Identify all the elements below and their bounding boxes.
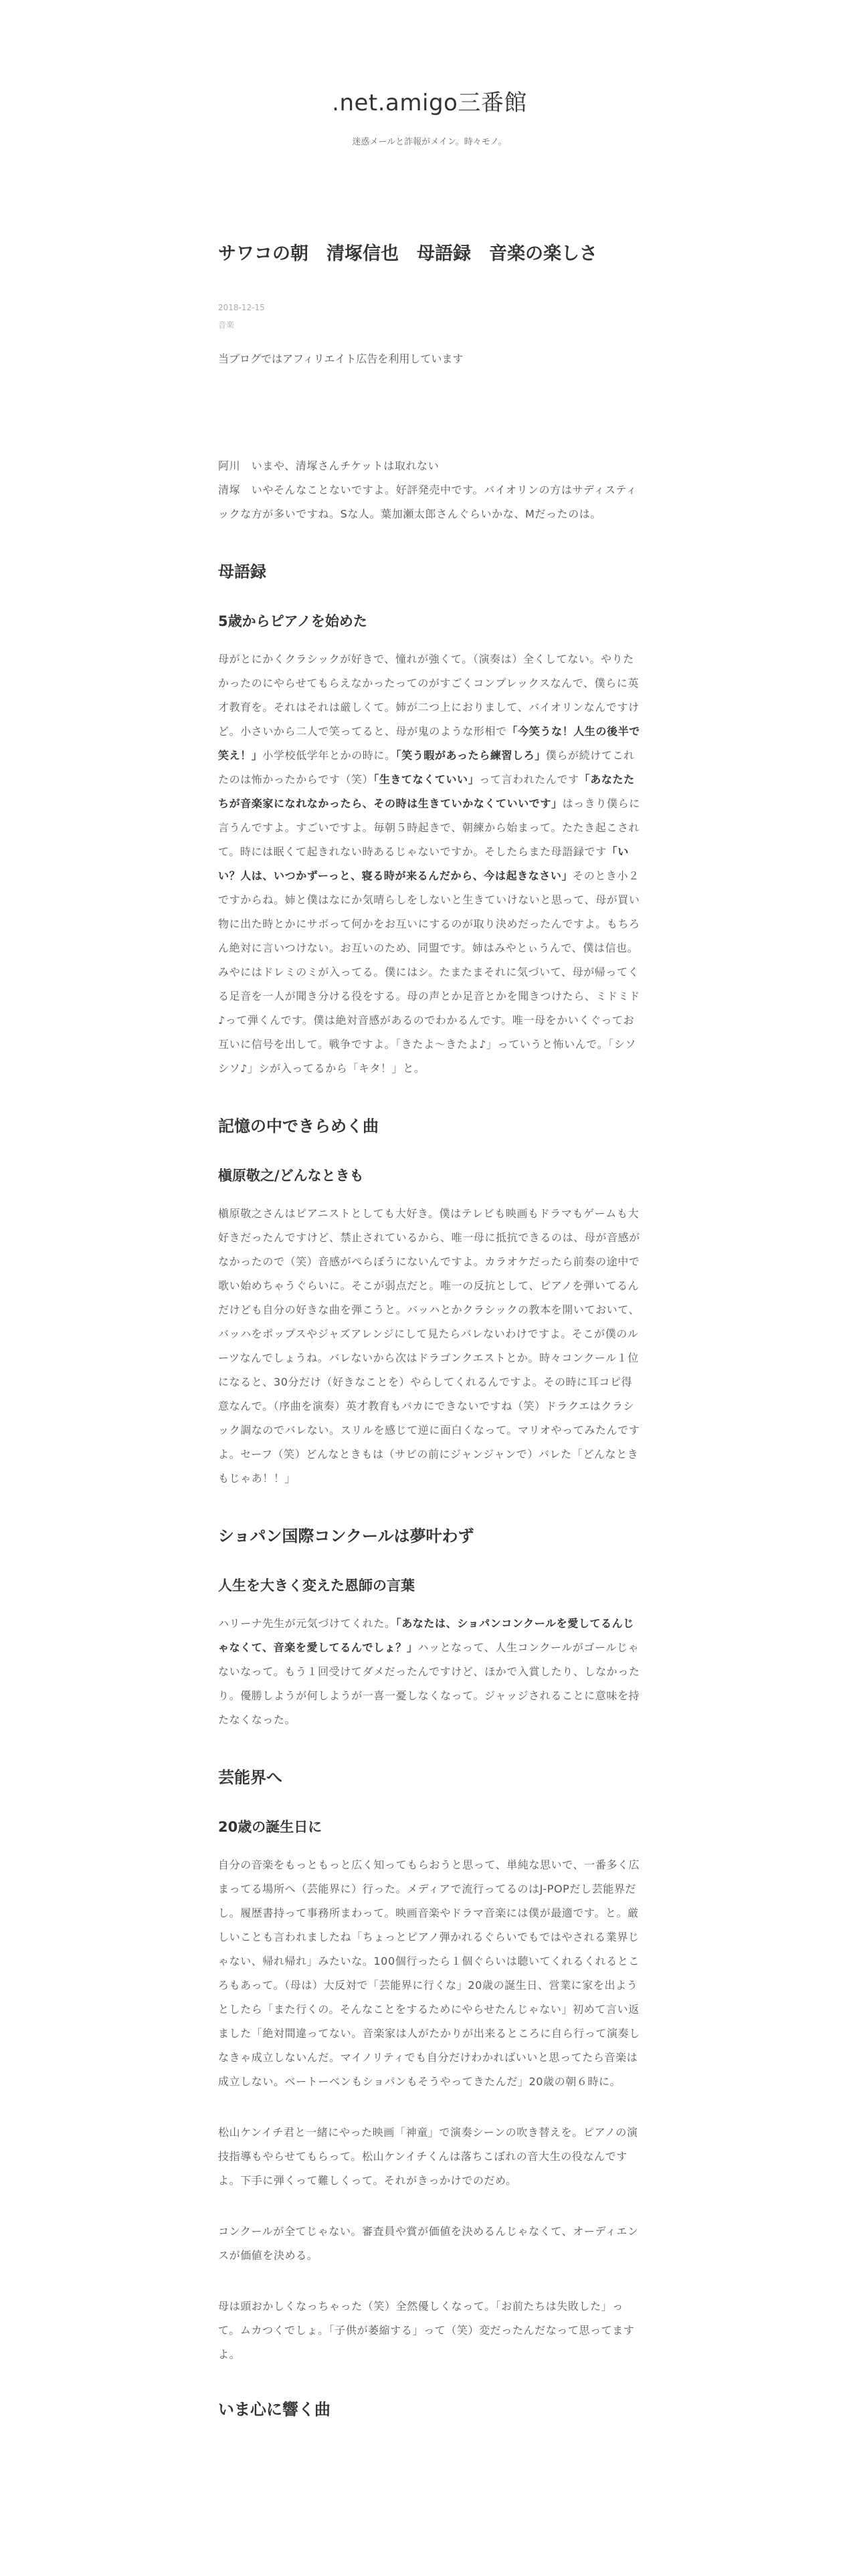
- bold-quote: 「いい？人は、いつかずーっと、寝る時が来るんだから、今は起きなさい」: [218, 845, 629, 883]
- intro-line-1: 阿川 いまや、清塚さんチケットは取れない: [218, 459, 440, 473]
- bold-quote: 「今笑うな！人生の後半で笑え！」: [218, 725, 640, 762]
- site-header: [0, 84, 859, 147]
- subsection-heading: 槇原敬之/どんなときも: [218, 1167, 364, 1184]
- subsection-heading: 人生を大きく変えた恩師の言葉: [218, 1577, 415, 1594]
- subsection-heading: 5歳からピアノを始めた: [218, 613, 367, 629]
- text-run: 母がとにかくクラシックが好きで、憧れが強くて。（演奏は）全くしてない。やりたかったのにやらせてもらえなかったってのがすごくコンプレックスなんで、僕らに英才教育を。それはそれは厳しくて。姉が二つ上におりまして、バイオリンなんですけど。小さいから二人で笑ってると、母が鬼のような形相で: [218, 653, 640, 738]
- affiliate-disclaimer: 当ブログではアフィリエイト広告を利用しています: [218, 352, 464, 366]
- section-heading: いま心に響く曲: [218, 2400, 330, 2420]
- section-heading: 母語録: [218, 562, 266, 582]
- text-run: そのとき小２ですからね。姉と僕はなにか気晴らしをしないと生きていけないと思って、母が買い物に出た時とかにサボって何かをお互いにするのが取り決めだったんですよ。もちろん絶対に言いつけない。お互いのため、同盟です。姉はみやとぃうんで、僕は信也。みやにはドレミのミが入ってる。僕にはシ。たまたまそれに気づいて、母が帰ってくる足音を一人が聞き分ける役をする。母の声とか足音とかを聞きつけたら、ミドミド♪って弾くんです。僕は絶対音感があるのでわかるんです。唯一母をかいくぐってお互いに信号を出して。戦争ですよ。「きたよ〜きたよ♪」っていうと怖いんで。「シソシソ♪」シが入ってるから「キタ！」と。: [218, 869, 640, 1075]
- body-paragraph: 松山ケンイチ君と一緒にやった映画「神童」で演奏シーンの吹き替えを。ピアノの演技指導もやらせてもらって。松山ケンイチくんは落ちこぼれの音大生の役なんですよ。下手に弾くって難しくって。それがきっかけでのだめ。: [218, 2126, 638, 2187]
- text-run: はっきり僕らに言うんですよ。すごいですよ。毎朝５時起きで、朝練から始まって。たたき起こされて。時には眠くて起きれない時あるじゃないですか。そしたらまた母語録です: [218, 797, 640, 859]
- intro-line-2: 清塚 いやそんなことないですよ。好評発売中です。バイオリンの方はサディスティックな方が多いですね。Sな人。葉加瀬太郎さんぐらいかな、Mだったのは。: [218, 484, 638, 521]
- post-title: サワコの朝 清塚信也 母語録 音楽の楽しさ: [218, 243, 597, 264]
- post-date: 2018-12-15: [218, 303, 265, 313]
- text-run: って言われたんです: [479, 773, 579, 786]
- text-run: 僕らが続けてこれたのは怖かったからです（笑）: [218, 749, 635, 786]
- section-heading: ショパン国際コンクールは夢叶わず: [218, 1527, 474, 1546]
- body-paragraph: コンクールが全てじゃない。審査員や賞が価値を決めるんじゃなくて、オーディエンスが価値を決める。: [218, 2225, 639, 2262]
- body-paragraph: [218, 1612, 641, 1732]
- body-paragraph: [218, 647, 641, 1081]
- text-run: 小学校低学年とかの時に。: [262, 749, 396, 762]
- site-title[interactable]: .net.amigo三番館: [332, 90, 527, 116]
- post-category-link[interactable]: 音楽: [218, 320, 235, 330]
- post-body: [218, 454, 641, 2422]
- bold-quote: 「生きてなくていい」: [373, 773, 480, 786]
- subsection-heading: 20歳の誕生日に: [218, 1818, 322, 1835]
- bold-quote: 「あなたたちが音楽家になれなかったら、その時は生きていかなくていいです」: [218, 773, 635, 811]
- section-heading: 記憶の中できらめく曲: [218, 1117, 379, 1136]
- text-run: ハッとなって、人生コンクールがゴールじゃないなって。もう１回受けてダメだったんですけど、ほかで入賞したり、しなかったり。優勝しようが何しようが一喜一憂しなくなって。ジャッジされることに意味を持たなくなった。: [218, 1641, 640, 1727]
- intro-paragraph: [218, 454, 641, 526]
- article: [218, 241, 641, 2450]
- text-run: ハリーナ先生が元気づけてくれた。: [218, 1617, 396, 1630]
- site-description: 迷惑メールと詐報がメイン。時々モノ。: [352, 137, 507, 147]
- body-paragraph: 母は頭おかしくなっちゃった（笑）全然優しくなって。「お前たちは失敗した」って。ムカつくでしょ。「子供が萎縮する」って（笑）変だったんだなって思ってますよ。: [218, 2300, 635, 2361]
- body-paragraph: 自分の音楽をもっともっと広く知ってもらおうと思って、単純な思いで、一番多く広まってる場所へ（芸能界に）行った。メディアで流行ってるのはJ-POPだし芸能界だし。履歴書持って事務所まわって。映画音楽やドラマ音楽には僕が最適です。と。厳しいことも言われましたね「ちょっとピアノ弾かれるぐらいでもではやされる業界じゃない、帰れ帰れ」みたいな。100個行ったら１個ぐらいは聴いてくれるくれるところもあって。（母は）大反対で「芸能界に行くな」20歳の誕生日、営業に家を出ようとしたら「また行くの。そんなことをするためにやらせたんじゃない」初めて言い返ました「絶対間違ってない。音楽家は人がたかりが出来るところに自ら行って演奏しなきゃ成立しないんだ。マイノリティでも自分だけわかればいいと思ってたら音楽は成立しない。ベートーベンもショパンもそうやってきたんだ」20歳の朝６時に。: [218, 1858, 640, 2088]
- section-heading: 芸能界へ: [218, 1768, 282, 1788]
- bold-quote: 「あなたは、ショパンコンクールを愛してるんじゃなくて、音楽を愛してるんでしょ？」: [218, 1617, 634, 1654]
- body-paragraph: 槇原敬之さんはピアニストとしても大好き。僕はテレビも映画もドラマもゲームも大好きだったんですけど、禁止されているから、唯一母に抵抗できるのは、母が音感がなかったので（笑）音感がぺらぼうにないんですよ。カラオケだったら前奏の途中で歌い始めちゃうぐらいに。そこが弱点だと。唯一の反抗として、ピアノを弾いてるんだけども自分の好きな曲を弾こうと。バッハとかクラシックの教本を開いておいて、バッハをポップスやジャズアレンジにして見たらバレないわけですよ。そこが僕のルーツなんでしょうね。バレないから次はドラゴンクエストとか。時々コンクール１位になると、30分だけ（好きなことを）やらしてくれるんですよ。その時に耳コピ得意なんで。（序曲を演奏）英才教育もバカにできないですね（笑）ドラクエはクラシック調なのでバレない。スリルを感じて逆に面白くなって。マリオやってみたんですよ。セーフ（笑）どんなときもは（サビの前にジャンジャンで）バレた「どんなときもじゃあ！！」: [218, 1207, 640, 1485]
- bold-quote: 「笑う暇があったら練習しろ」: [395, 749, 546, 762]
